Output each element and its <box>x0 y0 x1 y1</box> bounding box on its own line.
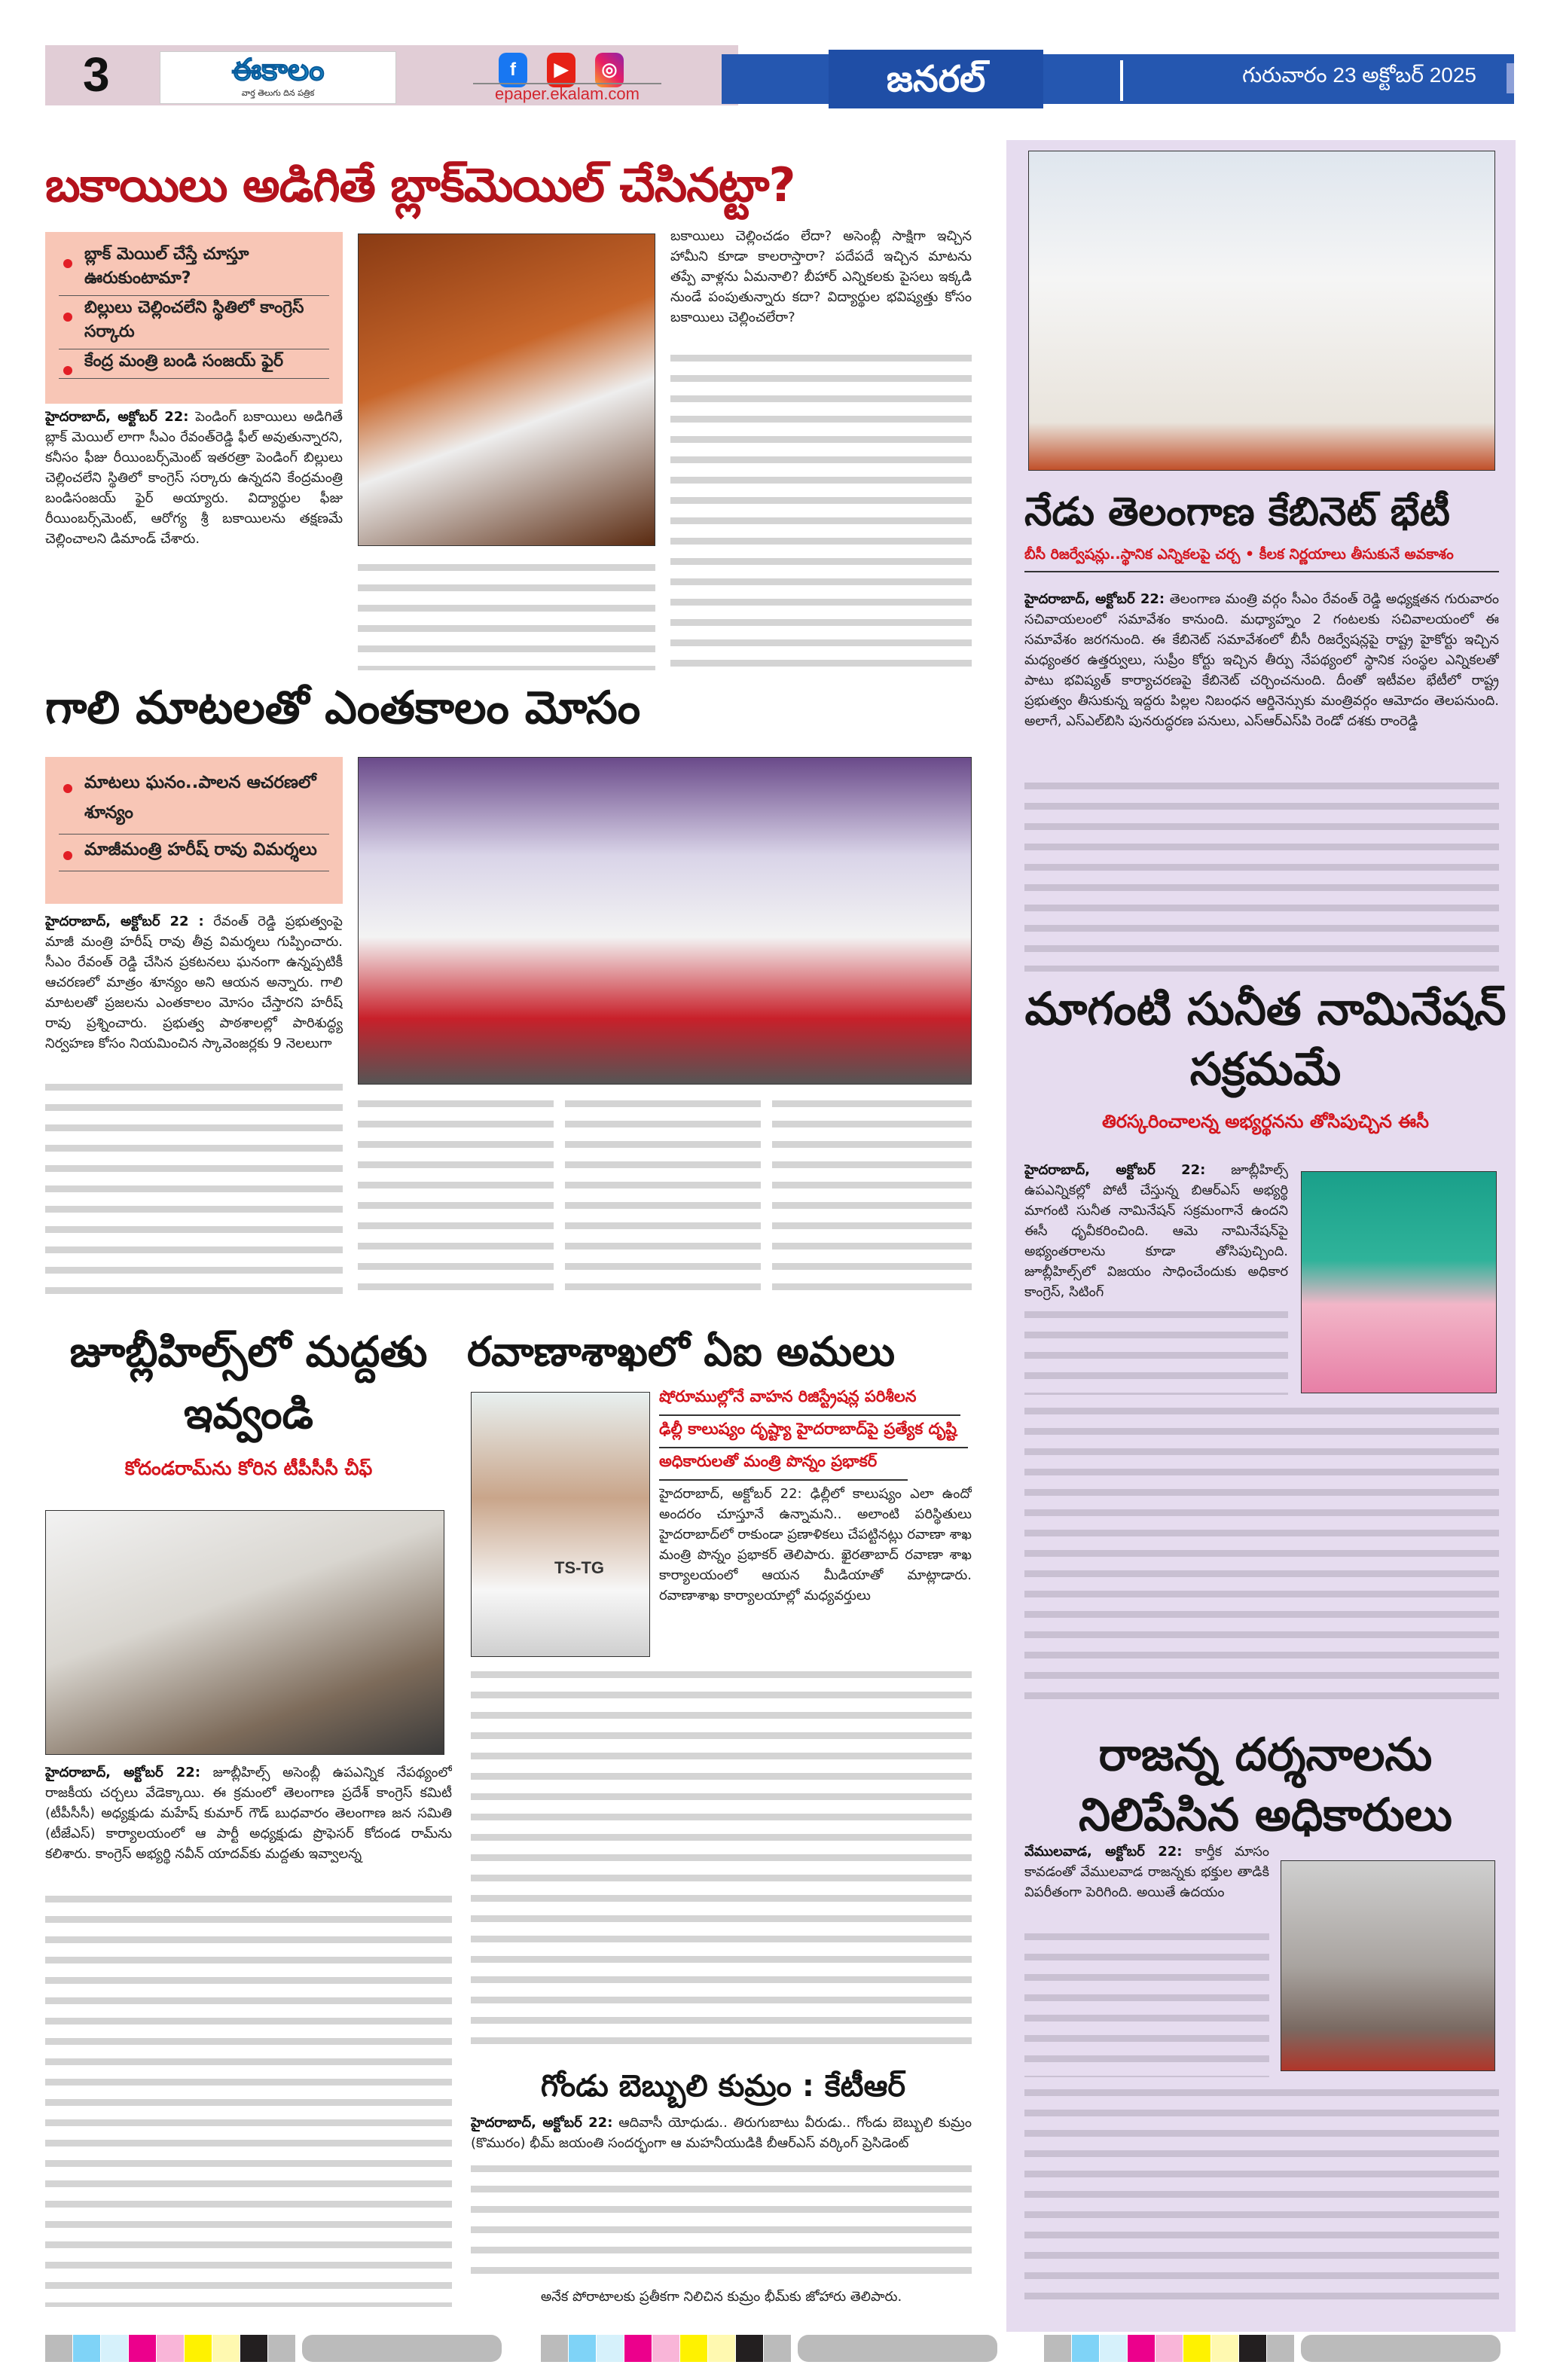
text-column <box>772 1094 972 1295</box>
text-column <box>565 1094 761 1295</box>
color-swatch <box>624 2335 652 2362</box>
story-text: రేవంత్ రెడ్డి ప్రభుత్వంపై మాజీ మంత్రి హరీష్ రావు తీవ్ర విమర్శలు గుప్పించారు. సీఎం రేవంత్ రెడ్డి చేసిన ప్రకటనలు ఘనంగా ఉన్నప్పటికీ ఆచరణలో మాత్రం శూన్యం అని ఆయన అన్నారు. గాలి మాటలతో ప్రజలను ఎంతకాలం మోసం చేస్తారని హరీష్ రావు ప్రశ్నించారు. ప్రభుత్వ పాఠశాలల్లో పారిశుద్ధ్య నిర్వహణ కోసం నియమించిన స్కావెంజర్లకు 9 నెలలుగా <box>45 914 343 1051</box>
story2-photo <box>358 757 972 1085</box>
dateline: హైదరాబాద్, అక్టోబర్ 22: <box>1024 591 1165 607</box>
text-block <box>1024 776 1499 972</box>
sunitha-photo <box>1301 1171 1497 1393</box>
story6-headline: జూబ్లీహిల్స్‌లో మద్దతు ఇవ్వండి <box>69 1328 428 1439</box>
color-swatch <box>652 2335 679 2362</box>
story2-headline: గాలి మాటలతో ఎంతకాలం మోసం <box>45 682 641 734</box>
story8-last-line: అనేక పోరాటాలకు ప్రతీకగా నిలిచిన కుమ్రం భీమ్‌కు జోహారు తెలిపారు. <box>540 2289 902 2305</box>
text-block <box>1024 1401 1499 1702</box>
color-swatch <box>708 2335 735 2362</box>
dateline: హైదరాబాద్, అక్టోబర్ 22: <box>45 409 189 425</box>
color-swatch <box>45 2335 72 2362</box>
highlight: కేంద్ర మంత్రి బండి సంజయ్ ఫైర్ <box>59 349 329 379</box>
story3-headline: నేడు తెలంగాణ కేబినెట్ భేటీ <box>1024 490 1450 535</box>
color-swatch <box>1239 2335 1266 2362</box>
minister-photo <box>471 1392 650 1657</box>
dateline: హైదరాబాద్, అక్టోబర్ 22: <box>471 2115 613 2131</box>
color-swatch <box>212 2335 240 2362</box>
dateline: వేములవాడ, అక్టోబర్ 22: <box>1024 1844 1183 1860</box>
secretariat-photo <box>1028 151 1495 471</box>
story6-subhead: కోదండరామ్‌ను కోరిన టీపీసీసీ చీఫ్ <box>124 1457 373 1479</box>
color-swatch <box>157 2335 184 2362</box>
story7-subhead: అధికారులతో మంత్రి పొన్నం ప్రభాకర్ <box>659 1452 908 1481</box>
story8-body <box>471 2113 972 2158</box>
story7-subhead: షోరూముల్లోనే వాహన రిజిస్ట్రేషన్ల పరిశీలన <box>659 1387 960 1416</box>
color-swatch <box>764 2335 791 2362</box>
highlight: బ్లాక్ మెయిల్ చేస్తే చూస్తూ ఊరుకుంటామా? <box>59 243 329 296</box>
story1-body <box>45 407 343 670</box>
story5-headline: రాజన్న దర్శనాలను నిలిపేసిన అధికారులు <box>1079 1729 1452 1841</box>
text-column <box>358 557 655 670</box>
divider <box>1120 60 1123 101</box>
story-text: పెండింగ్ బకాయిలు అడిగితే బ్లాక్ మెయిల్ లాగా సీఎం రేవంత్‌రెడ్డి ఫీల్ అవుతున్నారని, కనీసం ఫీజు రీయింబర్స్‌మెంట్ ఇతరత్రా పెండింగ్ బిల్లులు చెల్లించలేని స్థితిలో కాంగ్రెస్ సర్కారు ఉన్నదని కేంద్రమంత్రి బండిసంజయ్ ఫైర్ అయ్యారు. విద్యార్థుల ఫీజు రీయింబర్స్‌మెంట్, ఆరోగ్య శ్రీ బకాయిలను తక్షణమే చెల్లించాలని డిమాండ్ చేశారు. <box>45 409 343 547</box>
issue-date: గురువారం 23 అక్టోబర్ 2025 <box>1242 63 1476 87</box>
story4-headline: మాగంటి సునీత నామినేషన్ సక్రమమే <box>1024 983 1507 1096</box>
dateline: హైదరాబాద్, అక్టోబర్ 22: <box>659 1486 802 1502</box>
epaper-link[interactable]: epaper.ekalam.com <box>473 83 661 104</box>
color-swatch <box>73 2335 100 2362</box>
gray-bar <box>798 2335 997 2362</box>
story3-subhead: బీసీ రిజర్వేషన్లు..స్థానిక ఎన్నికలపై చర్చ • కీలక నిర్ణయాలు తీసుకునే అవకాశం <box>1024 546 1499 572</box>
dateline: హైదరాబాద్, అక్టోబర్ 22: <box>1024 1162 1206 1178</box>
text-column <box>471 2159 972 2287</box>
story1-highlights <box>45 232 343 404</box>
logo-name: ఈకాలం <box>231 53 325 87</box>
color-swatch <box>185 2335 212 2362</box>
photo-label: TS-TG <box>554 1558 604 1577</box>
facebook-icon[interactable]: f <box>499 53 527 87</box>
color-swatch <box>1211 2335 1238 2362</box>
color-swatch <box>1100 2335 1127 2362</box>
color-swatch <box>129 2335 156 2362</box>
color-swatch <box>268 2335 295 2362</box>
story8-headline: గోండు బెబ్బులి కుమ్రం : కేటీఆర్ <box>540 2069 906 2104</box>
story6-photo <box>45 1510 444 1755</box>
section-title: జనరల్ <box>829 50 1043 108</box>
story7-body <box>659 1484 972 1661</box>
newspaper-logo[interactable] <box>160 51 396 104</box>
story2-highlights <box>45 757 343 904</box>
youtube-icon[interactable]: ▶ <box>547 53 575 87</box>
story-text: ఆదివాసీ యోధుడు.. తిరుగుబాటు వీరుడు.. గోండు బెబ్బులి కుమ్రం (కొమురం) భీమ్ జయంతి సందర్భంగా ఆ మహనీయుడికి బీఆర్ఎస్ వర్కింగ్ ప్రెసిడెంట్ <box>471 2115 972 2151</box>
color-swatch <box>597 2335 624 2362</box>
story6-body <box>45 1762 452 1887</box>
color-swatch <box>736 2335 763 2362</box>
story4-body <box>1024 1160 1288 1303</box>
text-column <box>358 1094 554 1295</box>
color-swatch <box>240 2335 267 2362</box>
story2-body <box>45 911 343 1077</box>
story-text: జూబ్లీహిల్స్ ఉపఎన్నికల్లో పోటీ చేస్తున్న బిఆర్ఎస్ అభ్యర్థి మాగంటి సునీత నామినేషన్ సక్రమంగానే ఉందని ఈసీ ధృవీకరించింది. ఆమె నామినేషన్‌పై అభ్యంతరాలను కూడా తోసిపుచ్చింది. జూబ్లీహిల్స్‌లో విజయం సాధించేందుకు అధికార కాంగ్రెస్, సిటింగ్ <box>1024 1162 1288 1300</box>
story4-subhead: తిరస్కరించాలన్న అభ్యర్థనను తోసిపుచ్చిన ఈసీ <box>1102 1111 1429 1132</box>
color-swatch <box>101 2335 128 2362</box>
story-text: జూబ్లీహిల్స్ అసెంబ్లీ ఉపఎన్నిక నేపథ్యంలో రాజకీయ చర్చలు వేడెక్కాయి. ఈ క్రమంలో తెలంగాణ ప్రదేశ్ కాంగ్రెస్ కమిటీ (టీపీసీసీ) అధ్యక్షుడు మహేష్ కుమార్ గౌడ్ బుధవారం తెలంగాణ జన సమితి (టీజేఎస్) కార్యాలయంలో ఆ పార్టీ అధ్యక్షుడు ప్రొఫెసర్ కోదండ రామ్‌ను కలిశారు. కాంగ్రెస్ అభ్యర్థి నవీన్ యాదవ్‌కు మద్దతు ఇవ్వాలన్న <box>45 1765 452 1862</box>
banner-tab <box>1507 63 1514 93</box>
instagram-icon[interactable]: ◎ <box>595 53 624 87</box>
story3-body <box>1024 589 1499 774</box>
story5-body <box>1024 1841 1269 1924</box>
color-swatch <box>1072 2335 1099 2362</box>
highlight: మాజీమంత్రి హరీష్ రావు విమర్శలు <box>59 835 329 871</box>
gray-bar <box>302 2335 502 2362</box>
color-swatch <box>1156 2335 1183 2362</box>
color-swatch <box>541 2335 568 2362</box>
text-block <box>1024 1927 1269 2077</box>
color-swatch <box>1128 2335 1155 2362</box>
story-text: ఢిల్లీలో కాలుష్యం ఎలా ఉందో అందరం చూస్తూనే ఉన్నామని.. అలాంటి పరిస్థితులు హైదరాబాద్‌లో రాకుండా ప్రణాళికలు చేపట్టినట్లు రవాణా శాఖ మంత్రి పొన్నం ప్రభాకర్ తెలిపారు. ఖైరతాబాద్ రవాణా శాఖ కార్యాలయంలో ఆయన మీడియాతో మాట్లాడారు. రవాణాశాఖ కార్యాలయాల్లో మధ్యవర్తులు <box>659 1486 972 1603</box>
logo-tagline: వార్త తెలుగు దిన పత్రిక <box>241 88 315 98</box>
gray-bar <box>1301 2335 1501 2362</box>
text-block <box>1024 1304 1288 1395</box>
temple-photo <box>1281 1860 1495 2071</box>
story-text: కార్తీక మాసం కావడంతో వేములవాడ రాజన్నకు భక్తుల తాడికి విపరీతంగా పెరిగింది. అయితే ఉదయం <box>1024 1844 1269 1900</box>
text-column <box>471 1664 972 2049</box>
color-swatch <box>680 2335 707 2362</box>
story7-headline: రవాణాశాఖలో ఏఐ అమలు <box>467 1328 896 1375</box>
color-swatch <box>569 2335 596 2362</box>
highlight: మాటలు ఘనం..పాలన ఆచరణలో శూన్యం <box>59 767 329 835</box>
story-text: తెలంగాణ మంత్రి వర్గం సీఎం రేవంత్ రెడ్డి అధ్యక్షతన గురువారం సచివాయలంలో సమావేశం కానుంది. మధ్యాహ్నం 2 గంటలకు సచివాలయంలో ఈ సమావేశం జరగనుంది. ఈ కేబినెట్ సమావేశంలో బీసీ రిజర్వేషన్లపై రాష్ట్ర హైకోర్టు ఇచ్చిన మధ్యంతర ఉత్తర్వులు, సుప్రీం కోర్టు ఇచ్చిన తీర్పు నేపథ్యంలో స్థానిక సంస్థల ఎన్నికలతో పాటు భవిష్యత్ కార్యాచరణపై కేబినెట్ చర్చించనుంది. దీంతో ఇటీవల భేటీలో రాష్ట్ర ప్రభుత్వం తీసుకున్న ఇద్దరు పిల్లల నిబంధన ఆర్డినెన్సుకు మంత్రివర్గం ఆమోదం తెలపనుంది. అలాగే, ఎస్ఎల్‌బిసి పునరుద్ధరణ పనులు, ఎస్ఆర్ఎస్‌పి రెండో దశకు రాంరెడ్డి <box>1024 591 1499 729</box>
color-swatch <box>1183 2335 1210 2362</box>
text-column <box>670 348 972 670</box>
story1-photo <box>358 233 655 546</box>
color-swatch <box>1044 2335 1071 2362</box>
dateline: హైదరాబాద్, అక్టోబర్ 22 : <box>45 914 204 929</box>
text-column <box>45 1077 343 1295</box>
story7-subhead: ఢిల్లీ కాలుష్యం దృష్ట్యా హైదరాబాద్‌పై ప్రత్యేక దృష్టి <box>659 1420 968 1448</box>
text-column <box>45 1889 452 2307</box>
dateline: హైదరాబాద్, అక్టోబర్ 22: <box>45 1765 201 1780</box>
highlight: బిల్లులు చెల్లించలేని స్థితిలో కాంగ్రెస్ సర్కారు <box>59 296 329 349</box>
story1-headline: బకాయిలు అడిగితే బ్లాక్‌మెయిల్ చేసినట్టా? <box>45 157 795 212</box>
text-block <box>1024 2082 1499 2308</box>
story1-body-col3: బకాయిలు చెల్లించడం లేదా? అసెంబ్లీ సాక్షిగా ఇచ్చిన హామీని కూడా కాలరాస్తారా? పదేపదే ఇచ్చిన మాటను తప్పే వాళ్లను ఏమనాలి? బీహార్ ఎన్నికలకు పైసలు ఇక్కడి నుండే పంపుతున్నారు కదా? విద్యార్థుల భవిష్యత్తు కోసం బకాయిలు చెల్లించలేరా? <box>670 228 972 325</box>
color-swatch <box>1267 2335 1294 2362</box>
page-number: 3 <box>83 47 110 102</box>
